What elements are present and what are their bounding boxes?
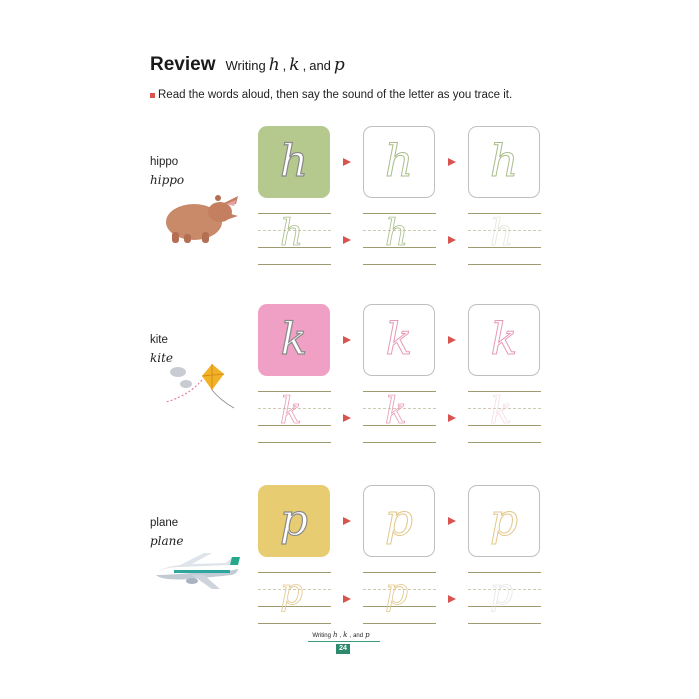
- trace-letter: k: [385, 314, 413, 365]
- trace-box-2[interactable]: [468, 485, 540, 557]
- subtitle-letter-k: k: [289, 55, 300, 75]
- trace-letter: k: [490, 391, 512, 432]
- writing-lines-2[interactable]: [363, 572, 436, 624]
- trace-box-1[interactable]: [363, 126, 435, 198]
- writing-lines-3[interactable]: [468, 572, 541, 624]
- arrow-icon: [448, 414, 456, 422]
- trace-letter: p: [384, 495, 414, 546]
- bullet-icon: [150, 93, 155, 98]
- word-cursive: plane: [150, 534, 184, 548]
- arrow-icon: [343, 158, 351, 166]
- word-print: hippo: [150, 156, 179, 168]
- trace-letter: p: [280, 572, 304, 613]
- word-print: plane: [150, 517, 179, 529]
- writing-lines-1[interactable]: [258, 572, 331, 624]
- model-letter-box: [258, 126, 330, 198]
- subtitle-letter-h: h: [268, 55, 280, 75]
- word-cursive: hippo: [150, 173, 185, 187]
- airplane-image: [152, 551, 244, 593]
- writing-lines-1[interactable]: [258, 391, 331, 443]
- arrow-icon: [343, 595, 351, 603]
- trace-letter: p: [489, 495, 519, 546]
- model-letter: k: [280, 314, 308, 365]
- trace-letter: h: [489, 136, 519, 187]
- trace-box-1[interactable]: [363, 485, 435, 557]
- arrow-icon: [343, 236, 351, 244]
- writing-lines-3[interactable]: [468, 213, 541, 265]
- arrow-icon: [343, 414, 351, 422]
- trace-letter: p: [490, 572, 514, 613]
- page-header: [150, 54, 345, 80]
- trace-letter: h: [280, 213, 304, 254]
- trace-box-2[interactable]: [468, 126, 540, 198]
- model-letter: p: [279, 495, 309, 546]
- section-hippo: [0, 136, 699, 306]
- page-number: 24: [336, 644, 350, 654]
- trace-box-2[interactable]: [468, 304, 540, 376]
- trace-letter: h: [385, 213, 409, 254]
- section-kite: [0, 314, 699, 484]
- writing-lines-2[interactable]: [363, 213, 436, 265]
- trace-letter: p: [385, 572, 409, 613]
- trace-letter: h: [384, 136, 414, 187]
- page-title: Review: [150, 54, 216, 75]
- model-letter-box: [258, 304, 330, 376]
- trace-box-1[interactable]: [363, 304, 435, 376]
- arrow-icon: [448, 336, 456, 344]
- writing-lines-1[interactable]: [258, 213, 331, 265]
- arrow-icon: [448, 517, 456, 525]
- writing-lines-2[interactable]: [363, 391, 436, 443]
- page-subtitle: Writing h , k , and p: [225, 55, 345, 75]
- model-letter-box: [258, 485, 330, 557]
- model-letter: h: [279, 136, 309, 187]
- writing-lines-3[interactable]: [468, 391, 541, 443]
- footer-title: Writing h , k , and p: [312, 631, 370, 639]
- instruction: [150, 89, 512, 101]
- arrow-icon: [343, 336, 351, 344]
- arrow-icon: [448, 236, 456, 244]
- trace-letter: k: [490, 314, 518, 365]
- word-print: kite: [150, 334, 168, 346]
- kite-image: [162, 360, 240, 416]
- hippo-image: [160, 190, 240, 244]
- arrow-icon: [448, 158, 456, 166]
- instruction-text: Read the words aloud, then say the sound of the letter as you trace it.: [158, 89, 513, 101]
- trace-letter: k: [385, 391, 407, 432]
- word-cursive: kite: [150, 351, 174, 365]
- page-footer: [300, 631, 382, 652]
- trace-letter: k: [280, 391, 302, 432]
- arrow-icon: [343, 517, 351, 525]
- subtitle-letter-p: p: [333, 55, 345, 75]
- trace-letter: h: [490, 213, 514, 254]
- arrow-icon: [448, 595, 456, 603]
- footer-divider: [308, 641, 380, 642]
